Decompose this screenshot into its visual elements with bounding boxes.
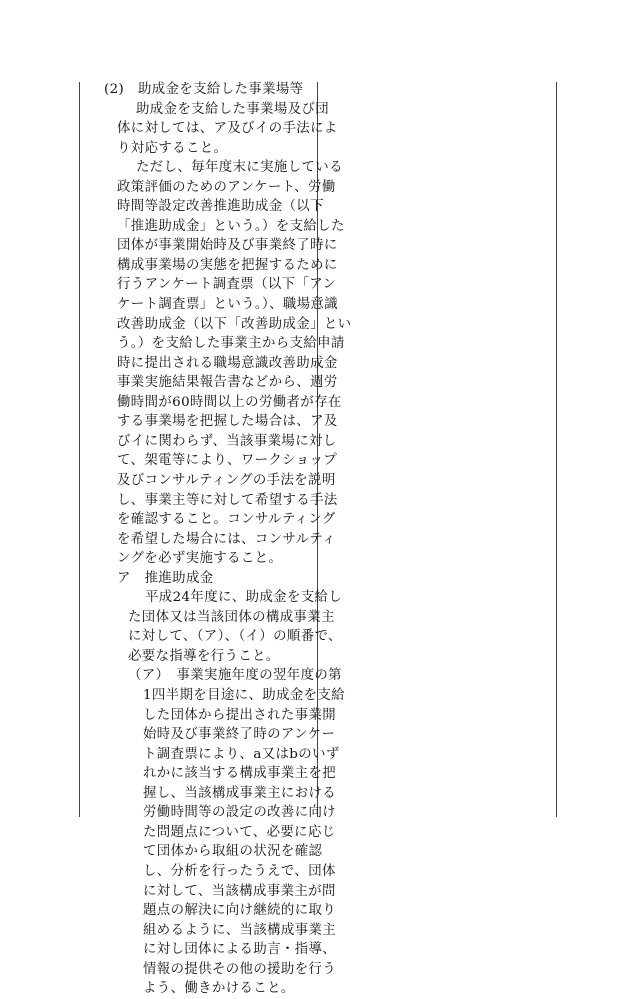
text-line: れかに該当する構成事業主を把 — [143, 766, 337, 782]
text-line: する事業場を把握した場合は、ア及 — [117, 414, 338, 430]
text-line: 改善助成金（以下「改善助成金」とい — [117, 316, 352, 332]
text-line: ア 推進助成金 — [117, 570, 214, 586]
section-heading: (2) 助成金を支給した事業場等 — [104, 82, 304, 97]
text-line: 1四半期を目途に、助成金を支給 — [143, 688, 345, 703]
text-line: に対し団体による助言・指導、 — [143, 942, 337, 958]
text-line: 労働時間等の設定の改善に向け — [143, 805, 337, 821]
text-line: 時に提出される職場意識改善助成金 — [117, 355, 338, 371]
text-line: 及びコンサルティングの手法を説明 — [117, 472, 336, 488]
text-line: ングを必ず実施すること。 — [117, 551, 283, 567]
text-line: よう、働きかけること。 — [143, 981, 295, 997]
text-line: 必要な指導を行うこと。 — [128, 648, 280, 664]
text-line: し、分析を行ったうえで、団体 — [143, 863, 336, 879]
text-line: 団体が事業開始時及び事業終了時に — [117, 238, 338, 254]
text-line: ケート調査票」という。）、職場意識 — [117, 297, 339, 312]
text-line: 情報の提供その他の援助を行う — [143, 961, 337, 977]
column-border-right — [556, 82, 557, 817]
text-line: て団体から取組の状況を確認 — [143, 844, 323, 860]
text-line: し、事業主等に対して希望する手法 — [117, 492, 338, 508]
text-line: た団体又は当該団体の構成事業主 — [128, 609, 335, 625]
column-border-left — [79, 82, 80, 817]
text-line: 始時及び事業終了時のアンケー — [143, 727, 336, 743]
text-line: 時間等設定改善推進助成金（以下 — [117, 199, 324, 215]
text-line: ただし、毎年度末に実施している — [136, 160, 343, 176]
text-line: う。）を支給した事業主から支給申請 — [117, 336, 345, 352]
text-line: を確認すること。コンサルティング — [117, 512, 336, 528]
text-line: 政策評価のためのアンケート、労働 — [117, 179, 336, 195]
text-line: 構成事業場の実態を把握するために — [117, 257, 338, 273]
text-line: 握し、当該構成事業主における — [143, 785, 337, 801]
text-line: た問題点について、必要に応じ — [143, 824, 336, 840]
text-line: ト調査票により、a又はbのいず — [143, 746, 340, 762]
text-line: り対応すること。 — [117, 140, 228, 156]
text-line: 平成24年度に、助成金を支給し — [145, 590, 343, 606]
text-line: に対して、（ア）、（イ）の順番で、 — [128, 629, 342, 645]
text-line: に対して、当該構成事業主が問 — [143, 883, 336, 899]
text-line: 組めるように、当該構成事業主 — [143, 922, 337, 938]
text-line: 助成金を支給した事業場及び団 — [136, 101, 330, 117]
text-line: びイに関わらず、当該事業場に対し — [117, 433, 337, 449]
text-line: 事業実施結果報告書などから、週労 — [117, 375, 338, 391]
text-line: 「推進助成金」という。）を支給した — [117, 218, 345, 234]
text-line: 働時間が60時間以上の労働者が存在 — [117, 394, 342, 410]
text-line: した団体から提出された事業開 — [143, 707, 337, 723]
text-line: 行うアンケート調査票（以下「アン — [117, 277, 337, 293]
text-line: （ア） 事業実施年度の翌年度の第 — [128, 668, 342, 684]
text-line: を希望した場合には、コンサルティ — [117, 531, 336, 547]
text-line: 題点の解決に向け継続的に取り — [143, 903, 337, 919]
text-line: 体に対しては、ア及びイの手法によ — [117, 121, 338, 137]
text-line: て、架電等により、ワークショップ — [117, 453, 338, 469]
